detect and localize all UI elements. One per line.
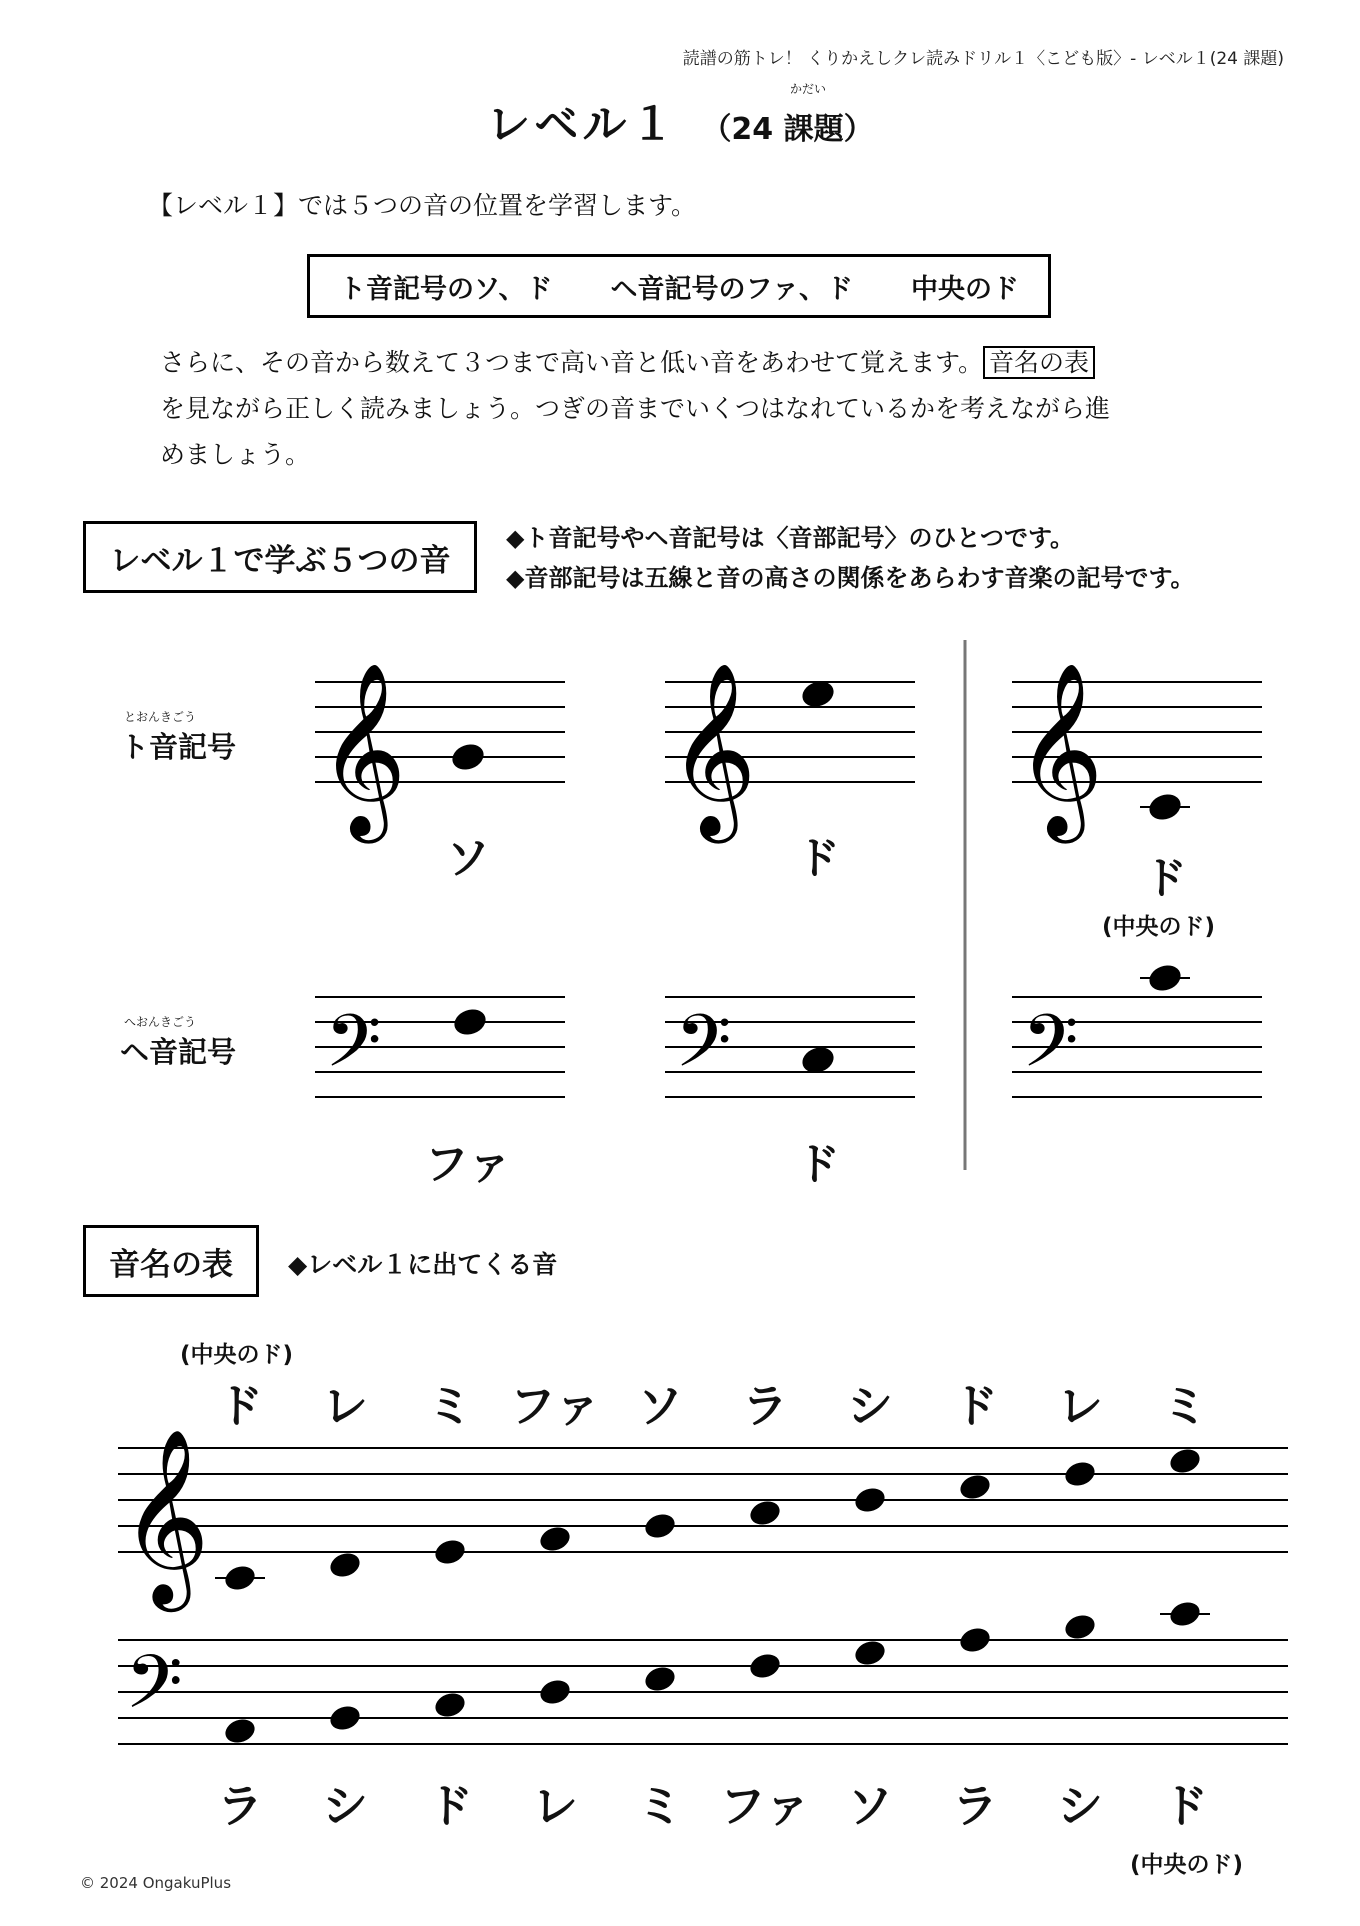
- title-ruby: かだい: [790, 82, 827, 96]
- scale-note: [327, 1550, 363, 1581]
- section1-title: レベル１で学ぶ５つの音: [83, 521, 477, 593]
- scale-note: [1062, 1459, 1098, 1490]
- bullet-clef-info: ◆ト音記号やヘ音記号は〈音部記号〉のひとつです。: [506, 524, 1075, 552]
- scale-note: [537, 1677, 573, 1708]
- scale-name: レ: [532, 1779, 578, 1833]
- bass-scale-notes: [222, 1599, 1210, 1747]
- note-box-item-center: 中央のド: [911, 273, 1019, 305]
- bass-scale-center-label: (中央のド): [1130, 1852, 1244, 1878]
- scale-name: ミ: [1162, 1379, 1208, 1433]
- scale-note: [642, 1511, 678, 1542]
- scale-note: [1167, 1446, 1203, 1477]
- para-line1: さらに、その音から数えて３つまで高い音と低い音をあわせて覚えます。: [160, 348, 984, 377]
- scale-note: [747, 1498, 783, 1529]
- scale-name: ファ: [719, 1779, 811, 1833]
- bass-clef-icon: 𝄢: [675, 998, 732, 1101]
- scale-name: レ: [1057, 1379, 1103, 1433]
- note-name-bass-fa: ファ: [424, 1139, 512, 1190]
- section2-title: 音名の表: [83, 1225, 259, 1297]
- scale-note: [852, 1638, 888, 1669]
- bass-clef-ruby: へおんきごう: [124, 1015, 197, 1029]
- copyright: © 2024 OngakuPlus: [80, 1874, 232, 1892]
- scale-name: ド: [1162, 1779, 1208, 1833]
- scale-name: レ: [322, 1379, 368, 1433]
- treble-clef-icon: 𝄞: [318, 662, 407, 836]
- scale-name: シ: [847, 1379, 893, 1433]
- scale-name: ファ: [509, 1379, 601, 1433]
- scale-note: [957, 1625, 993, 1656]
- scale-note: [222, 1716, 258, 1747]
- treble-scale-staff: [118, 1448, 1288, 1552]
- scale-name: ミ: [427, 1379, 473, 1433]
- scale-name: ラ: [952, 1779, 998, 1833]
- scale-name: ミ: [637, 1779, 683, 1833]
- section2-bullet: ◆レベル１に出てくる音: [288, 1250, 558, 1279]
- title-sub: （24 課題）: [701, 112, 874, 147]
- treble-clef-icon: 𝄞: [1015, 662, 1104, 836]
- bass-scale-staff: [118, 1640, 1288, 1744]
- note-name-bass-do: ド: [796, 1139, 840, 1190]
- scale-name: ラ: [217, 1779, 263, 1833]
- treble-clef-ruby: とおんきごう: [124, 710, 197, 724]
- scale-name: ラ: [742, 1379, 788, 1433]
- treble-scale-notes: [215, 1446, 1203, 1594]
- scale-note: [327, 1703, 363, 1734]
- treble-clef-icon: 𝄞: [668, 662, 757, 836]
- bass-clef-label: ヘ音記号: [120, 1035, 237, 1069]
- scale-note: [222, 1563, 258, 1594]
- center-do-label: (中央のド): [1102, 914, 1216, 940]
- bullet-clef-meaning: ◆音部記号は五線と音の高さの関係をあらわす音楽の記号です。: [506, 564, 1195, 592]
- para-line3: めましょう。: [160, 440, 311, 469]
- note-bass-fa: [451, 1005, 489, 1038]
- scale-name: シ: [322, 1779, 368, 1833]
- treble-scale-center-label: (中央のド): [180, 1342, 294, 1368]
- bass-scale-names: [0, 1770, 1360, 1833]
- title-main: レベル１: [486, 99, 679, 150]
- scale-note: [642, 1664, 678, 1695]
- note-table-reference: 音名の表: [983, 346, 1095, 379]
- scale-name: シ: [1057, 1779, 1103, 1833]
- scale-note: [432, 1690, 468, 1721]
- para-line2: を見ながら正しく読みましょう。つぎの音までいくつはなれているかを考えながら進: [160, 394, 1111, 423]
- scale-note: [1167, 1599, 1203, 1630]
- scale-name: ド: [427, 1779, 473, 1833]
- scale-name: ド: [952, 1379, 998, 1433]
- scale-note: [537, 1524, 573, 1555]
- scale-name: ソ: [637, 1379, 683, 1433]
- note-box-item-bass: ヘ音記号のファ、ド: [610, 273, 854, 305]
- treble-clef-icon: 𝄞: [120, 1427, 210, 1604]
- scale-note: [957, 1472, 993, 1503]
- scale-note: [852, 1485, 888, 1516]
- note-name-center-do: ド: [1143, 853, 1187, 904]
- scale-name: ソ: [847, 1779, 893, 1833]
- intro-text: 【レベル１】では５つの音の位置を学習します。: [148, 191, 697, 220]
- scale-name: ド: [217, 1379, 263, 1433]
- note-name-treble-sol: ソ: [446, 833, 490, 884]
- scale-note: [432, 1537, 468, 1568]
- treble-scale-names: [0, 1370, 1360, 1433]
- bass-clef-icon: 𝄢: [325, 998, 382, 1101]
- treble-clef-label: ト音記号: [120, 730, 237, 764]
- running-header: 読譜の筋トレ！ くりかえしクレ読みドリル１〈こども版〉- レベル１(24 課題): [682, 49, 1284, 69]
- note-box-item-treble: ト音記号のソ、ド: [338, 273, 553, 305]
- bass-clef-icon: 𝄢: [1022, 998, 1079, 1101]
- note-name-treble-do: ド: [796, 833, 840, 884]
- scale-note: [747, 1651, 783, 1682]
- note-treble-sol: [449, 740, 487, 773]
- scale-note: [1062, 1612, 1098, 1643]
- bass-clef-icon: 𝄢: [125, 1639, 183, 1744]
